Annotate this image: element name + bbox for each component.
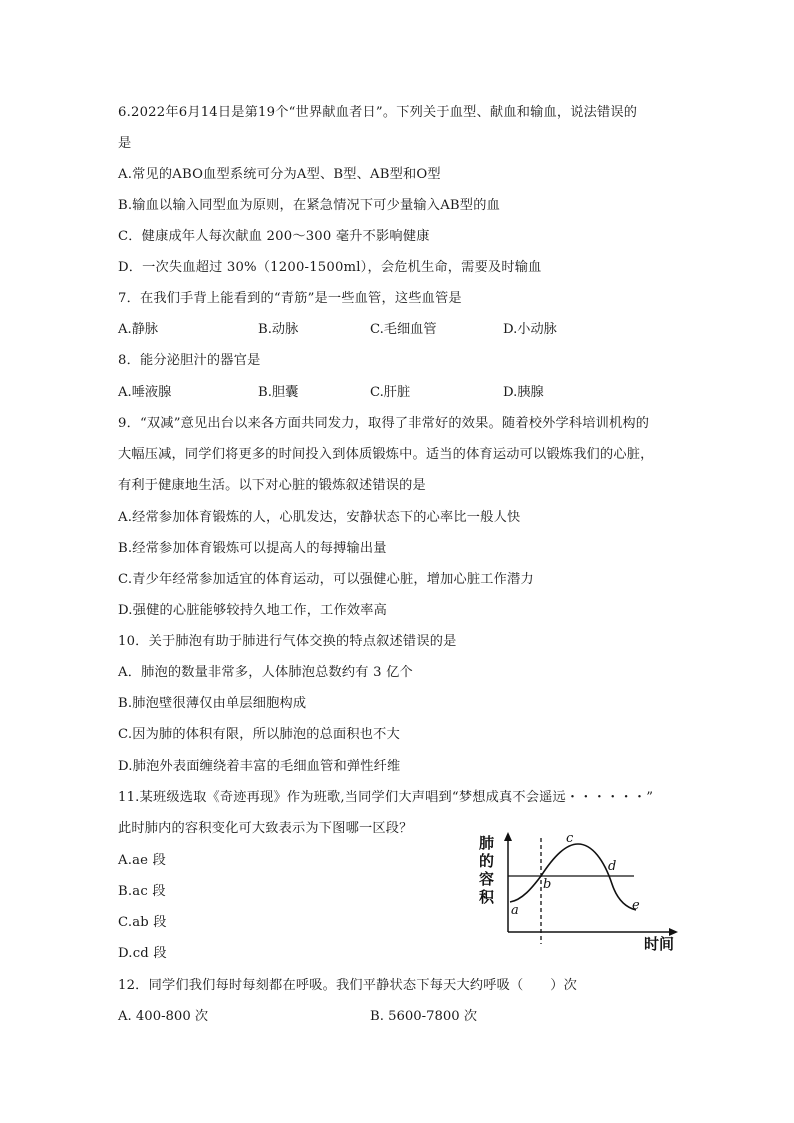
- q12-option-a: A. 400-800 次: [118, 1009, 209, 1024]
- q6-option-a: A.常见的ABO血型系统可分为A型、B型、AB型和O型: [118, 167, 441, 182]
- q7-option-b: B.动脉: [258, 322, 299, 337]
- figure-ylabel-2: 的: [479, 852, 495, 870]
- q8-option-d: D.胰腺: [503, 385, 544, 400]
- q11-option-d: D.cd 段: [118, 946, 167, 961]
- q7-option-d: D.小动脉: [503, 322, 557, 337]
- q11-stem-line2: 此时肺内的容积变化可大致表示为下图哪一区段？: [118, 821, 413, 836]
- q10-option-d: D.肺泡外表面缠绕着丰富的毛细血管和弹性纤维: [118, 759, 401, 774]
- figure-point-a: a: [511, 903, 519, 918]
- q9-option-a: A.经常参加体育锻炼的人，心肌发达，安静状态下的心率比一般人快: [118, 510, 521, 525]
- q10-option-a: A．肺泡的数量非常多，人体肺泡总数约有 3 亿个: [118, 665, 413, 680]
- figure-point-d: d: [608, 859, 617, 874]
- q11-option-a: A.ae 段: [118, 853, 166, 868]
- figure-ylabel-4: 积: [479, 888, 495, 906]
- q9-option-d: D.强健的心脏能够较持久地工作，工作效率高: [118, 603, 388, 618]
- q10-option-c: C.因为肺的体积有限，所以肺泡的总面积也不大: [118, 727, 400, 742]
- q6-option-b: B.输血以输入同型血为原则，在紧急情况下可少量输入AB型的血: [118, 198, 500, 213]
- q7-stem: 7．在我们手背上能看到的“青筋”是一些血管，这些血管是: [118, 291, 462, 306]
- q8-stem: 8．能分泌胆汁的器官是: [118, 353, 261, 368]
- q12-option-b: B. 5600-7800 次: [370, 1009, 478, 1024]
- q8-option-c: C.肝脏: [370, 385, 411, 400]
- figure-volume-curve: [510, 844, 636, 910]
- figure-y-arrow: [504, 832, 512, 841]
- figure-xlabel: 时间: [644, 935, 675, 953]
- q9-option-c: C.青少年经常参加适宜的体育运动，可以强健心脏，增加心脏工作潜力: [118, 572, 534, 587]
- q7-option-a: A.静脉: [118, 322, 159, 337]
- figure-point-b: b: [543, 877, 552, 892]
- q11-stem-line1: 11.某班级选取《奇迹再现》作为班歌,当同学们大声唱到“梦想成真不会遥远・・・・・・”: [118, 790, 654, 805]
- q7-option-c: C.毛细血管: [370, 322, 437, 337]
- figure-point-c: c: [566, 831, 574, 846]
- q12-stem: 12．同学们我们每时每刻都在呼吸。我们平静状态下每天大约呼吸（ ）次: [118, 978, 577, 993]
- q8-option-a: A.唾液腺: [118, 385, 172, 400]
- figure-ylabel-1: 肺: [479, 834, 495, 852]
- lung-volume-figure: [462, 826, 686, 954]
- q11-option-b: B.ac 段: [118, 884, 166, 899]
- q6-option-c: C．健康成年人每次献血 200～300 毫升不影响健康: [118, 229, 430, 244]
- q9-stem-line1: 9．“双减”意见出台以来各方面共同发力，取得了非常好的效果。随着校外学科培训机构的: [118, 416, 650, 431]
- q6-stem-line2: 是: [118, 136, 132, 151]
- figure-point-e: e: [632, 898, 640, 913]
- q6-stem-line1: 6.2022年6月14日是第19个“世界献血者日”。下列关于血型、献血和输血，说法错误的: [118, 105, 638, 120]
- figure-ylabel-3: 容: [479, 870, 495, 888]
- q10-stem: 10．关于肺泡有助于肺进行气体交换的特点叙述错误的是: [118, 634, 457, 649]
- q9-option-b: B.经常参加体育锻炼可以提高人的每搏输出量: [118, 541, 387, 556]
- q9-stem-line2: 大幅压减，同学们将更多的时间投入到体质锻炼中。适当的体育运动可以锻炼我们的心脏，: [118, 447, 654, 462]
- q8-option-b: B.胆囊: [258, 385, 299, 400]
- q10-option-b: B.肺泡壁很薄仅由单层细胞构成: [118, 696, 307, 711]
- q6-option-d: D．一次失血超过 30%（1200-1500ml），会危机生命，需要及时输血: [118, 260, 542, 275]
- q11-option-c: C.ab 段: [118, 915, 167, 930]
- q9-stem-line3: 有利于健康地生活。以下对心脏的锻炼叙述错误的是: [118, 478, 426, 493]
